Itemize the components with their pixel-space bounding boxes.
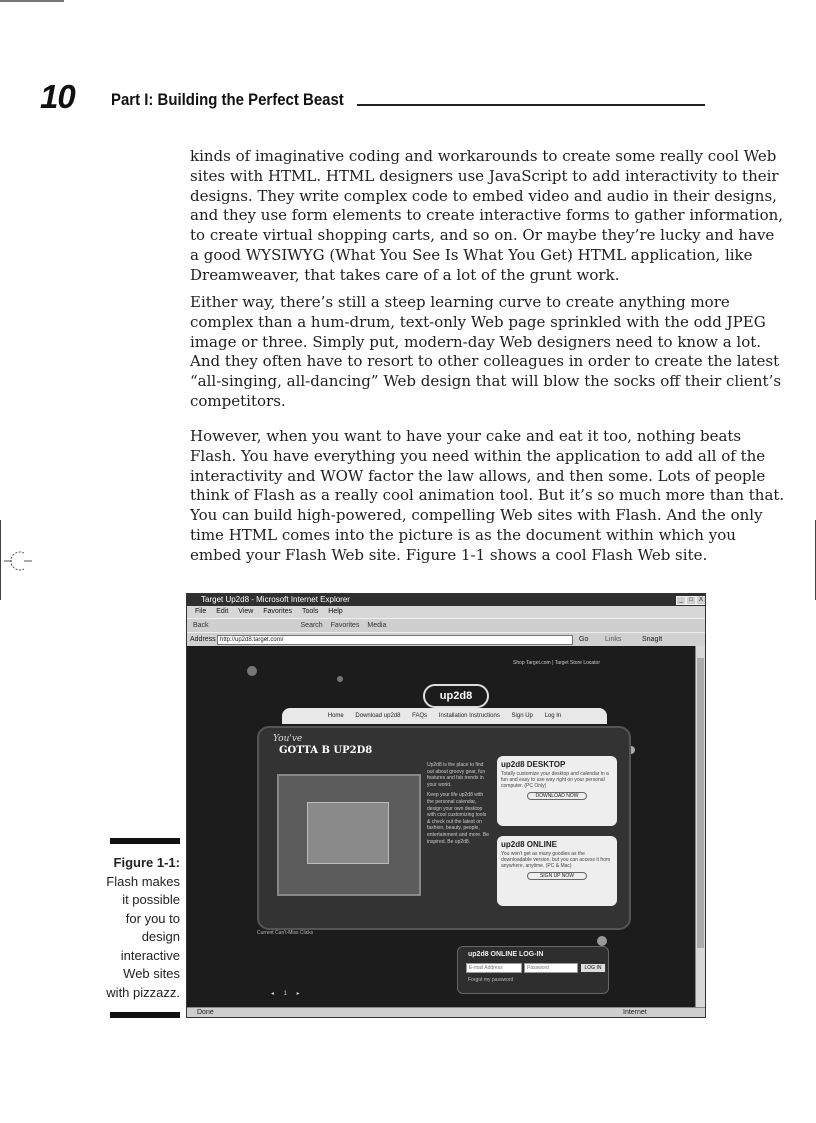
caption-rule-bottom [110,1012,180,1018]
menu-help[interactable]: Help [328,608,343,615]
site-logo[interactable]: up2d8 [423,684,489,708]
desktop-text: Totally customize your desktop and calendar in a fun and easy to use way right on your personal computer. (PC Only) [501,771,609,789]
sign-up-now-button[interactable]: SIGN UP NOW [527,872,587,880]
media-button[interactable]: Media [367,622,387,629]
online-text: You won't get as many goodies as the downloadable version, but you can access it from anywhere, anytime. (PC & Mac) [501,851,611,869]
address-label: Address [190,636,216,643]
nav-sign-up[interactable]: Sign Up [511,713,533,719]
nav-download[interactable]: Download up2d8 [355,713,401,719]
intro-text: Up2d8 is the place to find out about groovy gear, fun features and fab trends in your world. Keep your life up2d8 with the personal calendar, design your own desktop with cool customizing tools & check out the latest on fashion, beauty, people, entertainment and more. Be inspired. Be up2d8. [427,762,489,845]
vertical-scrollbar[interactable] [695,646,706,1008]
crop-mark-left [0,520,1,600]
download-now-button[interactable]: DOWNLOAD NOW [527,792,587,800]
desktop-heading: up2d8 DESKTOP [501,760,566,769]
decor-swirl [247,666,257,676]
page-number: 10 [40,78,75,115]
status-bar [187,1007,705,1018]
browser-window [186,593,706,1018]
part-title: Part I: Building the Perfect Beast [111,90,344,109]
address-bar [187,632,705,647]
caption-label: Figure 1-1: [113,855,180,870]
headline-script: You've [273,734,303,744]
header-rule [357,104,705,106]
login-heading: up2d8 ONLINE LOG-IN [468,951,544,958]
figure-caption: Figure 1-1: Flash makes it possible for you to design interactive Web sites with pizzazz. [96,854,180,1002]
menu-favorites[interactable]: Favorites [263,608,293,615]
online-promo [497,836,617,906]
desktop-promo [497,756,617,826]
decor-swirl [337,676,343,682]
address-input[interactable]: http://up2d8.target.com/ [217,635,573,645]
marquee-label: Current Can't-Miss Clicks [257,930,314,936]
web-content [187,646,695,1008]
nav-home[interactable]: Home [327,713,344,719]
menu-bar [187,606,705,618]
site-main-panel [257,726,631,930]
window-titlebar [187,594,705,606]
links-button[interactable]: Links [605,636,622,643]
paragraph-2: Either way, there’s still a steep learning curve to create anything more complex than a hum-drum, text-only Web page sprinkled with the odd JPEG image or three. Simply put, modern-day Web designers need to know a lot. And they often have to resort to other colleagues in order to create the latest “all-singing, all-dancing” Web design that will blow the socks off their client’s competitors. [190,293,782,410]
nav-faqs[interactable]: FAQs [412,713,428,719]
status-text: Done [197,1009,214,1016]
favorites-button[interactable]: Favorites [330,622,360,629]
nav-log-in[interactable]: Log In [544,713,562,719]
video-player[interactable] [277,774,421,896]
registration-mark-icon [4,547,32,575]
close-button[interactable]: X [696,596,706,605]
security-zone: Internet [623,1009,647,1016]
video-frame [307,802,389,864]
caption-rule-top [110,838,180,844]
nav-installation[interactable]: Installation Instructions [438,713,500,719]
paragraph-3: However, when you want to have your cake and eat it too, nothing beats Flash. You have everything you need within the application to add all of the interactivity and WOW factor the law allows, and then some. Lots of people think of Flash as a really cool animation tool. But it’s so much more than that. You can build high-powered, compelling Web sites with Flash. And the only time HTML comes into the picture is as the document within which you embed your Flash Web site. Figure 1-1 shows a cool Flash Web site. [190,427,785,564]
email-input[interactable]: E-mail Address [466,963,522,973]
decor-swirl [597,936,607,946]
log-in-button[interactable]: LOG IN [580,963,606,973]
maximize-button[interactable]: □ [686,596,696,605]
search-button[interactable]: Search [300,622,323,629]
forgot-password-link[interactable]: Forgot my password [468,977,514,983]
back-button[interactable]: Back [193,622,209,629]
menu-view[interactable]: View [238,608,254,615]
headline: GOTTA B UP2D8 [279,745,373,756]
window-title: Target Up2d8 - Microsoft Internet Explorer [201,595,350,604]
login-panel [457,946,609,994]
crop-mark-top [0,0,64,2]
go-button[interactable]: Go [579,636,589,643]
password-input[interactable]: Password [524,963,578,973]
snagit-button[interactable]: SnagIt [642,636,663,643]
online-heading: up2d8 ONLINE [501,840,558,849]
menu-edit[interactable]: Edit [216,608,229,615]
menu-tools[interactable]: Tools [302,608,319,615]
paragraph-1: kinds of imaginative coding and workarounds to create some really cool Web sites with HTML. HTML designers use JavaScript to add interactivity to their designs. They write complex code to embed video and audio in their designs, and they use form elements to create interactive forms to gather information, to create virtual shopping carts, and so on. Or maybe they’re lucky and have a good WYSIWYG (What You See Is What You Get) HTML application, like Dreamweaver, that takes care of a lot of the grunt work. [190,147,784,284]
site-top-links[interactable]: Shop Target.com | Target Store Locator [513,660,600,666]
scroll-thumb[interactable] [697,658,704,948]
menu-file[interactable]: File [195,608,207,615]
pager[interactable]: ◂ 1 ▸ [271,991,304,997]
minimize-button[interactable]: _ [676,596,686,605]
browser-toolbar [187,618,705,633]
site-nav [282,708,607,724]
